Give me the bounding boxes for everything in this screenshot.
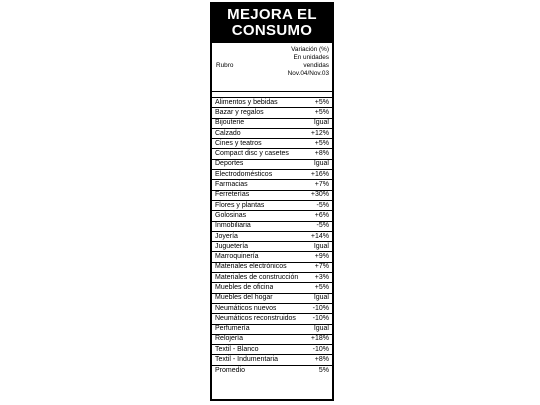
row-rubro: Promedio xyxy=(215,366,245,374)
header-rubro: Rubro xyxy=(216,62,234,69)
table-row xyxy=(212,160,332,170)
table-row xyxy=(212,273,332,283)
table-row xyxy=(212,119,332,129)
table-row xyxy=(212,139,332,149)
row-rubro: Calzado xyxy=(215,129,241,137)
row-valor: Igual xyxy=(313,325,329,333)
table-row xyxy=(212,129,332,139)
row-rubro: Ferreterías xyxy=(215,191,250,199)
row-rubro: Textil - Blanco xyxy=(215,345,259,353)
row-rubro: Electrodomésticos xyxy=(215,170,273,178)
row-valor: -10% xyxy=(312,345,329,353)
row-rubro: Perfumería xyxy=(215,325,250,333)
table-row xyxy=(212,314,332,324)
header-variacion xyxy=(288,46,329,78)
header-variacion-line: En unidades xyxy=(293,54,329,61)
row-valor: +9% xyxy=(314,253,329,261)
row-rubro: Alimentos y bebidas xyxy=(215,98,278,106)
table-title xyxy=(212,4,332,43)
row-rubro: Bazar y regalos xyxy=(215,108,264,116)
table-row xyxy=(212,252,332,262)
table-row xyxy=(212,98,332,108)
row-valor: +5% xyxy=(314,139,329,147)
table-row xyxy=(212,211,332,221)
row-rubro: Deportes xyxy=(215,160,244,168)
row-rubro: Farmacias xyxy=(215,181,248,189)
row-valor: +5% xyxy=(314,284,329,291)
table-row xyxy=(212,366,332,376)
table-row xyxy=(212,345,332,355)
table-row xyxy=(212,180,332,190)
table-row xyxy=(212,191,332,201)
row-valor: +5% xyxy=(314,98,329,106)
row-rubro: Golosinas xyxy=(215,211,247,219)
row-valor: +7% xyxy=(314,263,329,271)
table-row xyxy=(212,242,332,252)
row-rubro: Neumáticos reconstruidos xyxy=(215,314,296,322)
table-row xyxy=(212,170,332,180)
header-variacion-line: Variación (%) xyxy=(291,46,329,53)
title-line-2: CONSUMO xyxy=(231,22,313,39)
table-row xyxy=(212,232,332,242)
row-rubro: Cines y teatros xyxy=(215,139,262,147)
row-valor: -10% xyxy=(312,314,329,322)
row-valor: Igual xyxy=(313,294,329,302)
table-body xyxy=(212,98,332,376)
table-row xyxy=(212,263,332,273)
row-valor: +8% xyxy=(314,150,329,158)
row-valor: 5% xyxy=(318,366,329,374)
row-valor: +16% xyxy=(310,170,329,178)
table-row xyxy=(212,355,332,365)
row-rubro: Relojería xyxy=(215,335,244,343)
table-row xyxy=(212,108,332,118)
row-rubro: Materiales electrónicos xyxy=(215,263,287,271)
row-rubro: Compact disc y casetes xyxy=(215,150,289,158)
row-rubro: Textil - Indumentaria xyxy=(215,356,279,364)
row-rubro: Joyería xyxy=(215,232,238,240)
row-rubro: Inmobiliaria xyxy=(215,222,251,230)
row-valor: -5% xyxy=(316,222,329,230)
table-row xyxy=(212,201,332,211)
row-valor: +8% xyxy=(314,356,329,364)
table-row xyxy=(212,294,332,304)
table-row xyxy=(212,222,332,232)
row-rubro: Neumáticos nuevos xyxy=(215,304,277,312)
row-valor: +18% xyxy=(310,335,329,343)
table-row xyxy=(212,304,332,314)
row-rubro: Materiales de construcción xyxy=(215,273,299,281)
row-valor: +30% xyxy=(310,191,329,199)
row-valor: -10% xyxy=(312,304,329,312)
row-valor: Igual xyxy=(313,160,329,168)
table-row xyxy=(212,283,332,293)
row-rubro: Flores y plantas xyxy=(215,201,265,209)
row-rubro: Bijouterie xyxy=(215,119,245,127)
header-variacion-line: vendidas xyxy=(303,62,329,69)
row-rubro: Marroquinería xyxy=(215,253,259,261)
table-header xyxy=(212,43,332,92)
row-valor: +5% xyxy=(314,108,329,116)
row-rubro: Muebles de oficina xyxy=(215,284,274,291)
table-row xyxy=(212,149,332,159)
consumption-table xyxy=(210,2,334,401)
row-valor: +12% xyxy=(310,129,329,137)
header-variacion-line: Nov.04/Nov.03 xyxy=(287,70,329,77)
table-row xyxy=(212,325,332,335)
title-line-1: MEJORA EL xyxy=(227,6,317,23)
row-valor: +6% xyxy=(314,211,329,219)
row-valor: Igual xyxy=(313,119,329,127)
row-rubro: Muebles del hogar xyxy=(215,294,273,302)
row-rubro: Juguetería xyxy=(215,242,249,250)
table-row xyxy=(212,335,332,345)
row-valor: +14% xyxy=(310,232,329,240)
row-valor: +3% xyxy=(314,273,329,281)
row-valor: +7% xyxy=(314,181,329,189)
row-valor: Igual xyxy=(313,242,329,250)
row-valor: -5% xyxy=(316,201,329,209)
